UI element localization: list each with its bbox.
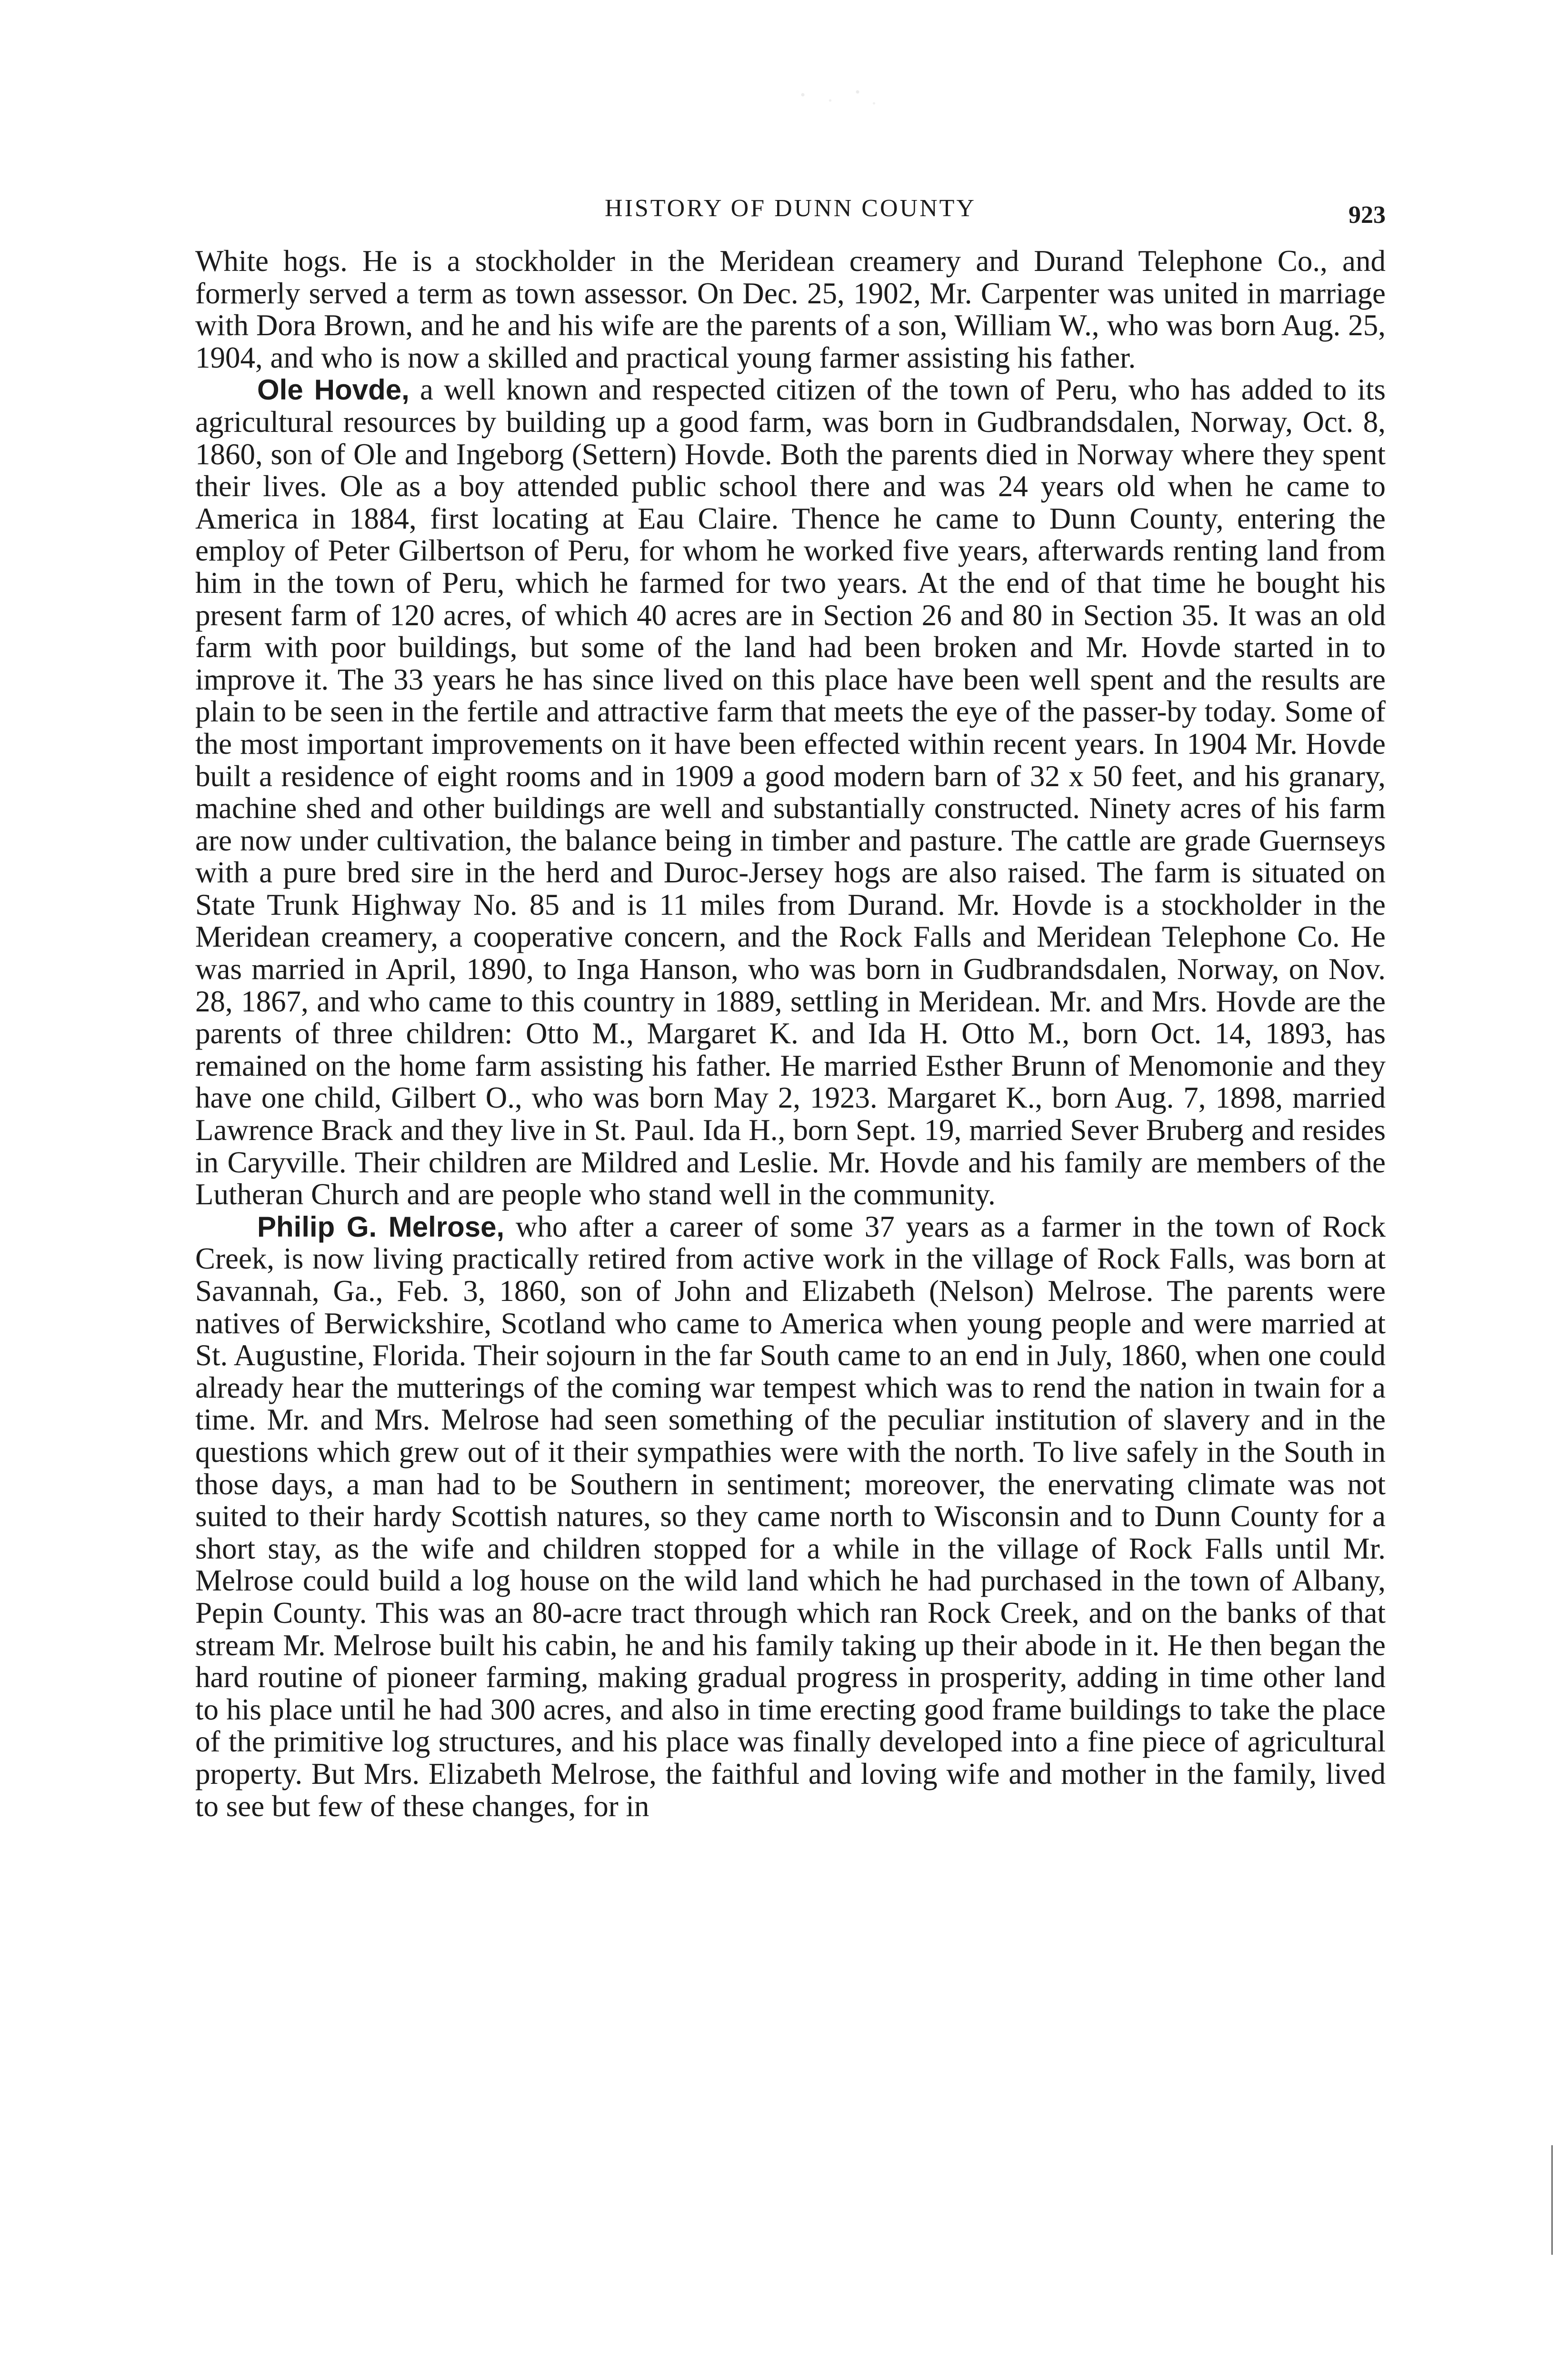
paragraph-ole-hovde xyxy=(195,374,1386,1210)
person-name: Philip G. Melrose, xyxy=(257,1210,505,1243)
person-name: Ole Hovde, xyxy=(257,374,409,406)
paper-speck xyxy=(781,83,890,112)
page-number: 923 xyxy=(1348,201,1386,229)
paragraph-text: White hogs. He is a stockholder in the Meridean creamery and Durand Telephone Co., and formerly served a term as town assessor. On Dec. 25, 1902, Mr. Carpenter was united in marriage with Dora Brown, and he and his wife are the parents of a son, William W., who was born Aug. 25, 1904, and who is now a skilled and practical young farmer assisting his father. xyxy=(195,244,1386,374)
running-title: HISTORY OF DUNN COUNTY xyxy=(605,195,976,222)
scan-edge-mark xyxy=(1551,2145,1553,2255)
paragraph-text: who after a career of some 37 years as a farmer in the town of Rock Creek, is now living practically retired from active work in the village of Rock Falls, was born at Savannah, Ga., Feb. 3, 1860, son of John and Elizabeth (Nelson) Melrose. The parents were natives of Berwickshire, Scotland who came to America when young people and were married at St. Augustine, Florida. Their sojourn in the far South came to an end in July, 1860, when one could already hear the mutterings of the coming war tempest which was to rend the nation in twain for a time. Mr. and Mrs. Melrose had seen something of the peculiar institution of slavery and in the questions which grew out of it their sympathies were with the north. To live safely in the South in those days, a man had to be Southern in sentiment; moreover, the enervating climate was not suited to their hardy Scottish natures, so they came north to Wisconsin and to Dunn County for a short stay, as the wife and children stopped for a while in the village of Rock Falls until Mr. Melrose could build a log house on the wild land which he had purchased in the town of Albany, Pepin County. This was an 80-acre tract through which ran Rock Creek, and on the banks of that stream Mr. Melrose built his cabin, he and his family taking up their abode in it. He then began the hard routine of pioneer farming, making gradual progress in prosperity, adding in time other land to his place until he had 300 acres, and also in time erecting good frame buildings to take the place of the primitive log structures, and his place was finally developed into a fine piece of agricultural property. But Mrs. Elizabeth Melrose, the faithful and loving wife and mother in the family, lived to see but few of these changes, for in xyxy=(195,1210,1386,1823)
paragraph-philip-melrose xyxy=(195,1211,1386,1822)
paragraph-text: a well known and respected citizen of the town of Peru, who has added to its agricultural resources by building up a good farm, was born in Gudbrandsdalen, Norway, Oct. 8, 1860, son of Ole and Ingeborg (Settern) Hovde. Both the parents died in Norway where they spent their lives. Ole as a boy attended public school there and was 24 years old when he came to America in 1884, first locating at Eau Claire. Thence he came to Dunn County, entering the employ of Peter Gilbertson of Peru, for whom he worked five years, afterwards renting land from him in the town of Peru, which he farmed for two years. At the end of that time he bought his present farm of 120 acres, of which 40 acres are in Section 26 and 80 in Section 35. It was an old farm with poor buildings, but some of the land had been broken and Mr. Hovde started in to improve it. The 33 years he has since lived on this place have been well spent and the results are plain to be seen in the fertile and attractive farm that meets the eye of the passer-by today. Some of the most important improvements on it have been effected within recent years. In 1904 Mr. Hovde built a residence of eight rooms and in 1909 a good modern barn of 32 x 50 feet, and his granary, machine shed and other buildings are well and substantially constructed. Ninety acres of his farm are now under cultivation, the balance being in timber and pasture. The cattle are grade Guernseys with a pure bred sire in the herd and Duroc-Jersey hogs are also raised. The farm is situated on State Trunk Highway No. 85 and is 11 miles from Durand. Mr. Hovde is a stockholder in the Meridean creamery, a cooperative concern, and the Rock Falls and Meridean Telephone Co. He was married in April, 1890, to Inga Hanson, who was born in Gudbrandsdalen, Norway, on Nov. 28, 1867, and who came to this country in 1889, settling in Meridean. Mr. and Mrs. Hovde are the parents of three children: Otto M., Margaret K. and Ida H. Otto M., born Oct. 14, 1893, has remained on the home farm assisting his father. He married Esther Brunn of Menomonie and they have one child, Gilbert O., who was born May 2, 1923. Margaret K., born Aug. 7, 1898, married Lawrence Brack and they live in St. Paul. Ida H., born Sept. 19, married Sever Bruberg and resides in Caryville. Their children are Mildred and Leslie. Mr. Hovde and his family are members of the Lutheran Church and are people who stand well in the community. xyxy=(195,373,1386,1211)
paragraph-continuation xyxy=(195,245,1386,374)
body-text xyxy=(195,245,1386,1822)
page-header xyxy=(195,194,1386,232)
